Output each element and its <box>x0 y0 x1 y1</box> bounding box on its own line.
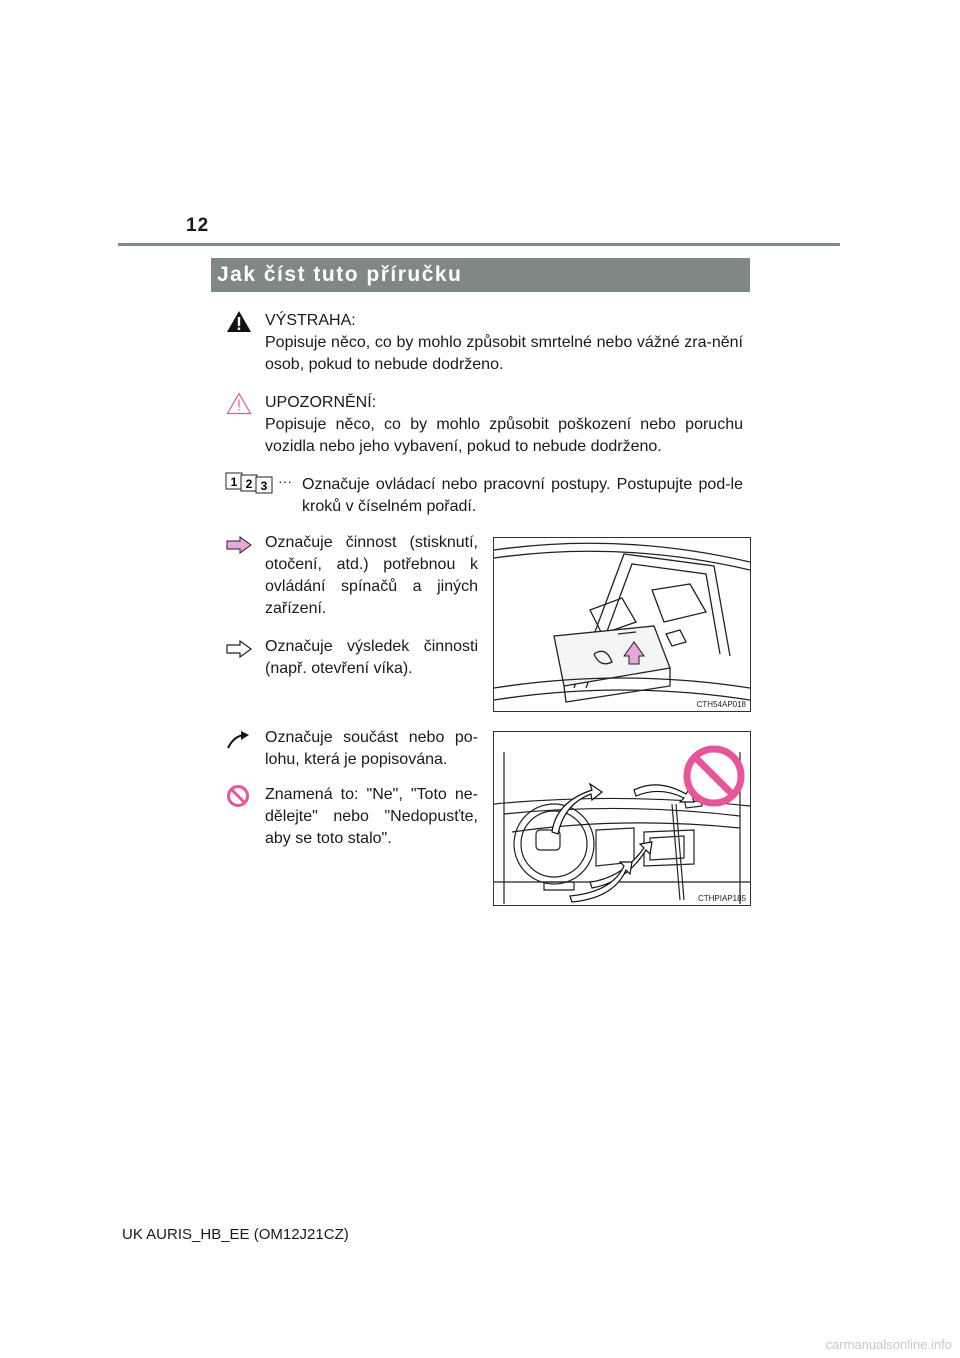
notice-heading: UPOZORNĚNÍ: <box>265 394 377 411</box>
steps-ellipsis: ··· <box>278 473 292 489</box>
result-arrow-icon <box>226 640 252 658</box>
step-number-1: 1 <box>230 475 238 489</box>
notice-triangle-icon <box>226 392 252 415</box>
step-number-3: 3 <box>260 479 268 493</box>
overhead-console-figure <box>493 537 751 712</box>
section-title: Jak číst tuto příručku <box>217 263 463 286</box>
watermark: carmanualsonline.info <box>825 1337 952 1352</box>
prohibited-text: Znamená to: "Ne", "Toto ne-dělejte" nebo "Nedopusťte, aby se toto stalo". <box>265 786 478 847</box>
step-number-2: 2 <box>245 477 253 491</box>
page-number: 12 <box>186 215 210 236</box>
overhead-figure-code: CTH54AP018 <box>696 700 746 709</box>
step-numbers-icon <box>225 470 275 494</box>
notice-text: Popisuje něco, co by mohlo způsobit poškození nebo poruchu vozidla nebo jeho vybavení, pokud to nebude dodrženo. <box>265 416 743 455</box>
section-banner <box>211 258 750 292</box>
dashboard-figure <box>493 731 751 906</box>
component-pointer-icon <box>226 730 250 750</box>
action-arrow-icon <box>226 536 252 554</box>
component-text: Označuje součást nebo po-lohu, která je popisována. <box>265 729 478 768</box>
warning-entry <box>265 310 743 376</box>
prohibited-icon <box>226 784 250 808</box>
footer-model-code: UK AURIS_HB_EE (OM12J21CZ) <box>122 1226 349 1243</box>
action-text: Označuje činnost (stisknutí, otočení, atd.) potřebnou k ovládání spínačů a jiných zařízení. <box>265 534 478 617</box>
header-rule <box>118 243 840 246</box>
dashboard-figure-code: CTHPIAP185 <box>697 894 746 903</box>
warning-text: Popisuje něco, co by mohlo způsobit smrtelné nebo vážné zra-nění osob, pokud to nebude dodrženo. <box>265 334 743 373</box>
warning-triangle-icon <box>226 310 252 333</box>
steps-text: Označuje ovládací nebo pracovní postupy. Postupujte pod-le kroků v číselném pořadí. <box>302 476 743 515</box>
result-text: Označuje výsledek činnosti (např. otevření víka). <box>265 638 478 677</box>
warning-heading: VÝSTRAHA: <box>265 312 356 329</box>
notice-entry <box>265 392 743 458</box>
